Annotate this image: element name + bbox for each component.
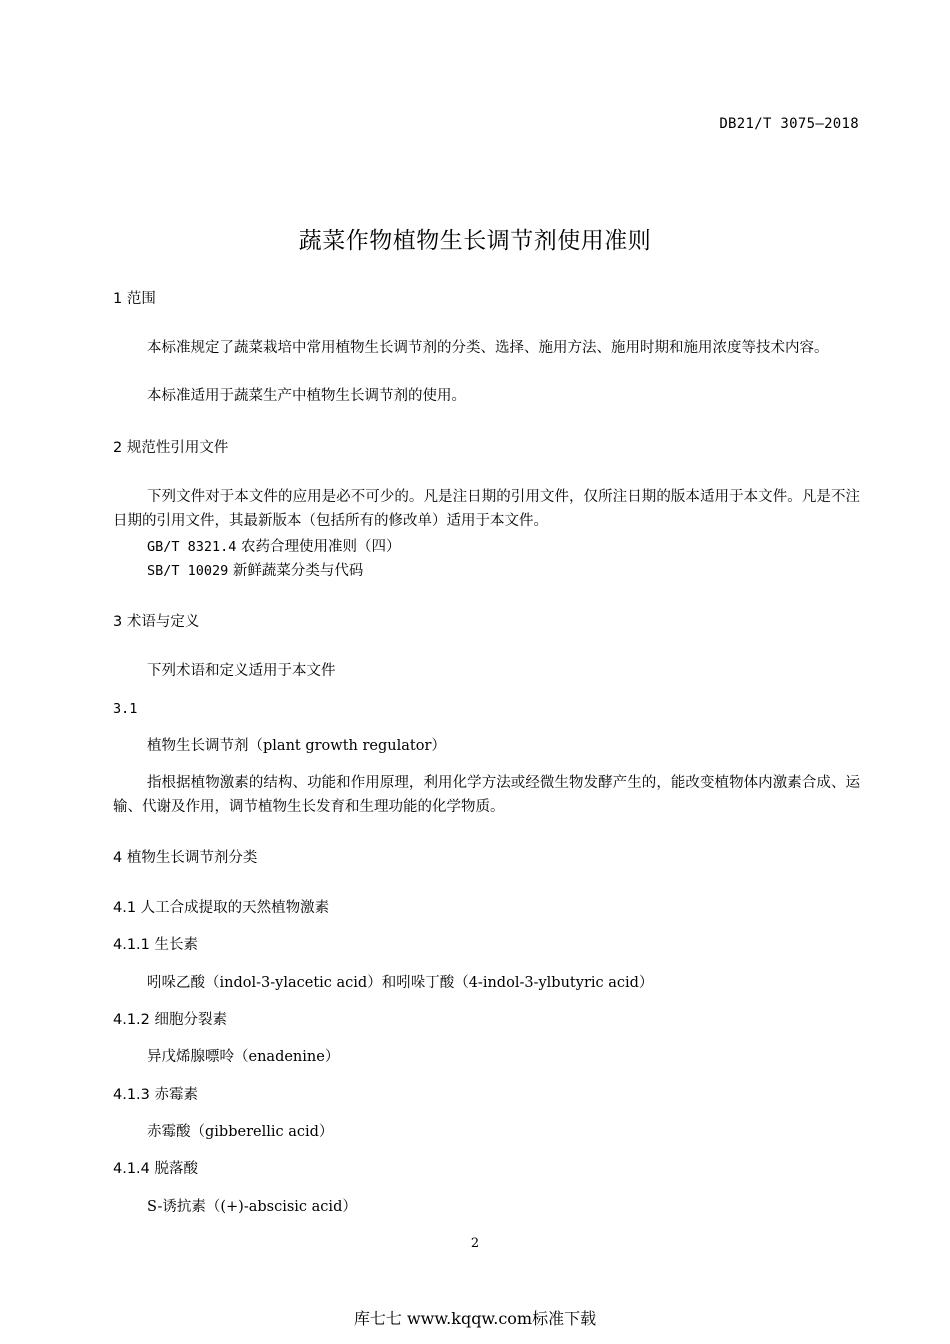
subsection-4-1-4-body: S-诱抗素（(+)-abscisic acid） [147, 1199, 357, 1215]
term-definition: 指根据植物激素的结构、功能和作用原理，利用化学方法或经微生物发酵产生的，能改变植物体内激素合成、运输、代谢及作用，调节植物生长发育和生理功能的化学物质。 [113, 775, 860, 815]
subsection-4-1-1-heading: 4.1.1 生长素 [113, 937, 199, 953]
term-english: （plant growth regulator） [248, 738, 446, 754]
reference-2-title: 新鲜蔬菜分类与代码 [232, 563, 364, 579]
subsection-4-1-3-heading: 4.1.3 赤霉素 [113, 1087, 199, 1103]
reference-1-title: 农药合理使用准则（四） [241, 539, 401, 555]
reference-1 [147, 537, 401, 557]
document-title: 蔬菜作物植物生长调节剂使用准则 [298, 228, 652, 255]
footer-watermark: 库七七 www.kqqw.com标准下载 [353, 1309, 597, 1328]
reference-2 [147, 561, 363, 581]
subsection-4-1-heading: 4.1 人工合成提取的天然植物激素 [113, 900, 330, 916]
reference-1-code: GB/T 8321.4 [147, 539, 237, 555]
subsection-4-1-2-heading: 4.1.2 细胞分裂素 [113, 1012, 228, 1028]
term-entry [147, 736, 446, 756]
section-3-intro: 下列术语和定义适用于本文件 [147, 663, 336, 679]
document-code: DB21/T 3075—2018 [719, 116, 859, 132]
section-2-heading: 2 规范性引用文件 [113, 440, 229, 456]
section-1-paragraph-1: 本标准规定了蔬菜栽培中常用植物生长调节剂的分类、选择、施用方法、施用时期和施用浓度等技术内容。 [147, 340, 829, 356]
subsection-4-1-2-body: 异戊烯腺嘌呤（enadenine） [147, 1049, 340, 1065]
subsection-4-1-1-body: 吲哚乙酸（indol-3-ylacetic acid）和吲哚丁酸（4-indol-3-ylbutyric acid） [147, 975, 654, 991]
section-2-paragraph-1: 下列文件对于本文件的应用是必不可少的。凡是注日期的引用文件，仅所注日期的版本适用于本文件。凡是不注日期的引用文件，其最新版本（包括所有的修改单）适用于本文件。 [113, 489, 860, 529]
subsection-4-1-3-body: 赤霉酸（gibberellic acid） [147, 1124, 334, 1140]
section-1-heading: 1 范围 [113, 291, 156, 307]
page-number: 2 [470, 1236, 480, 1251]
term-name: 植物生长调节剂 [147, 738, 249, 754]
section-1-paragraph-2: 本标准适用于蔬菜生产中植物生长调节剂的使用。 [147, 388, 466, 404]
reference-2-code: SB/T 10029 [147, 563, 229, 579]
subsection-3-1-number: 3.1 [113, 701, 138, 717]
section-4-heading: 4 植物生长调节剂分类 [113, 850, 258, 866]
section-3-heading: 3 术语与定义 [113, 614, 200, 630]
subsection-4-1-4-heading: 4.1.4 脱落酸 [113, 1161, 199, 1177]
